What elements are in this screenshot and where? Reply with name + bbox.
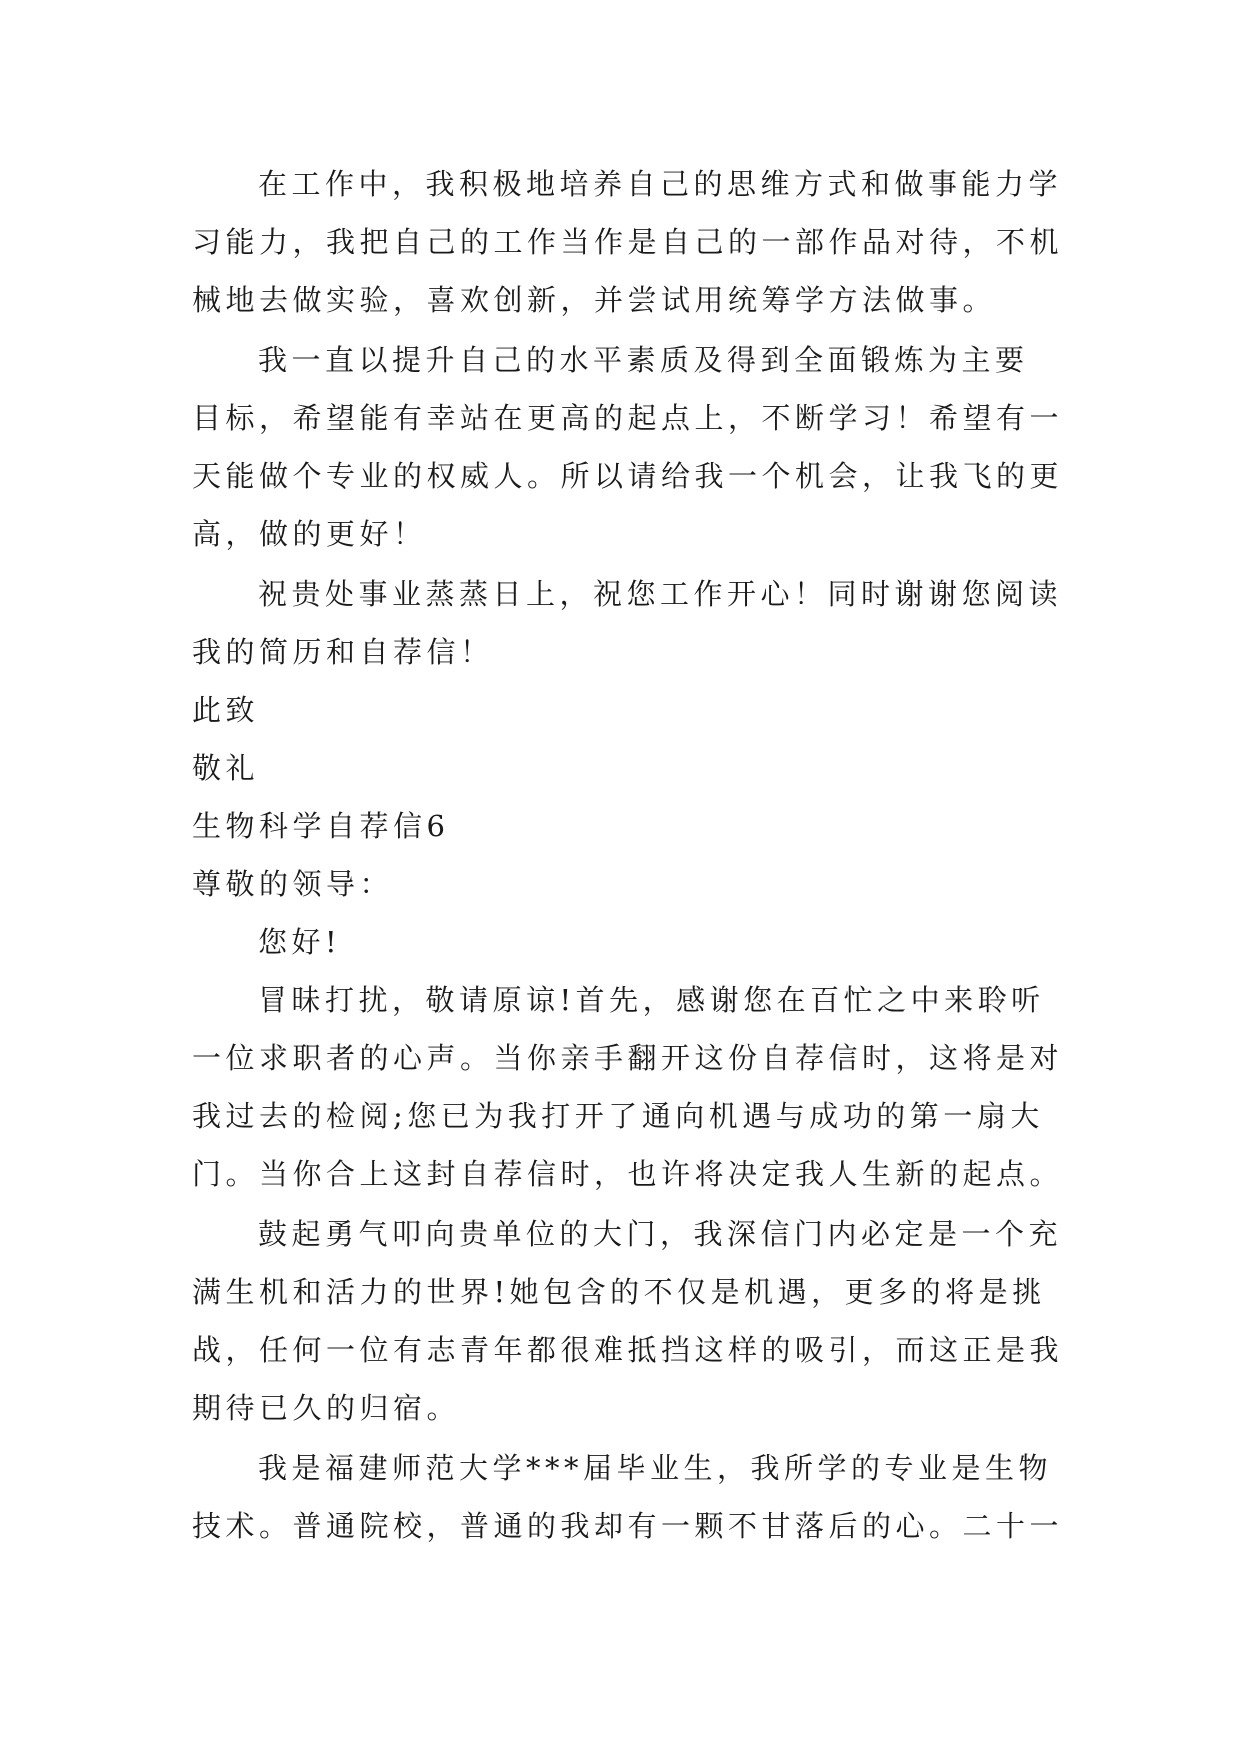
paragraph-line: 战，任何一位有志青年都很难抵挡这样的吸引，而这正是我 — [192, 1333, 1064, 1367]
paragraph-line: 满生机和活力的世界!她包含的不仅是机遇，更多的将是挑 — [192, 1275, 1046, 1309]
paragraph-line: 习能力，我把自己的工作当作是自己的一部作品对待，不机 — [192, 225, 1064, 259]
paragraph-line: 门。当你合上这封自荐信时，也许将决定我人生新的起点。 — [192, 1157, 1064, 1191]
paragraph-line: 天能做个专业的权威人。所以请给我一个机会，让我飞的更 — [192, 459, 1064, 493]
paragraph-line: 期待已久的归宿。 — [192, 1391, 461, 1425]
greeting: 您好! — [258, 925, 342, 959]
paragraph-line: 一位求职者的心声。当你亲手翻开这份自荐信时，这将是对 — [192, 1041, 1064, 1075]
section-title: 生物科学自荐信6 — [192, 809, 450, 843]
paragraph-line: 我的简历和自荐信！ — [192, 635, 494, 669]
paragraph-line: 目标，希望能有幸站在更高的起点上，不断学习！希望有一 — [192, 401, 1064, 435]
paragraph-line: 我一直以提升自己的水平素质及得到全面锻炼为主要 — [258, 343, 1029, 377]
paragraph-line: 鼓起勇气叩向贵单位的大门，我深信门内必定是一个充 — [258, 1217, 1063, 1251]
paragraph-line: 械地去做实验，喜欢创新，并尝试用统筹学方法做事。 — [192, 283, 997, 317]
paragraph-line: 高，做的更好！ — [192, 517, 427, 551]
paragraph-line: 技术。普通院校，普通的我却有一颗不甘落后的心。二十一 — [192, 1509, 1064, 1543]
salutation: 尊敬的领导： — [192, 867, 394, 901]
paragraph-line: 祝贵处事业蒸蒸日上，祝您工作开心！同时谢谢您阅读 — [258, 577, 1063, 611]
closing-line: 敬礼 — [192, 751, 260, 785]
closing-line: 此致 — [192, 693, 260, 727]
paragraph-line: 在工作中，我积极地培养自己的思维方式和做事能力学 — [258, 167, 1063, 201]
paragraph-line: 冒昧打扰，敬请原谅!首先，感谢您在百忙之中来聆听 — [258, 983, 1045, 1017]
paragraph-line: 我是福建师范大学***届毕业生，我所学的专业是生物 — [258, 1451, 1053, 1485]
paragraph-line: 我过去的检阅;您已为我打开了通向机遇与成功的第一扇大 — [192, 1099, 1044, 1133]
